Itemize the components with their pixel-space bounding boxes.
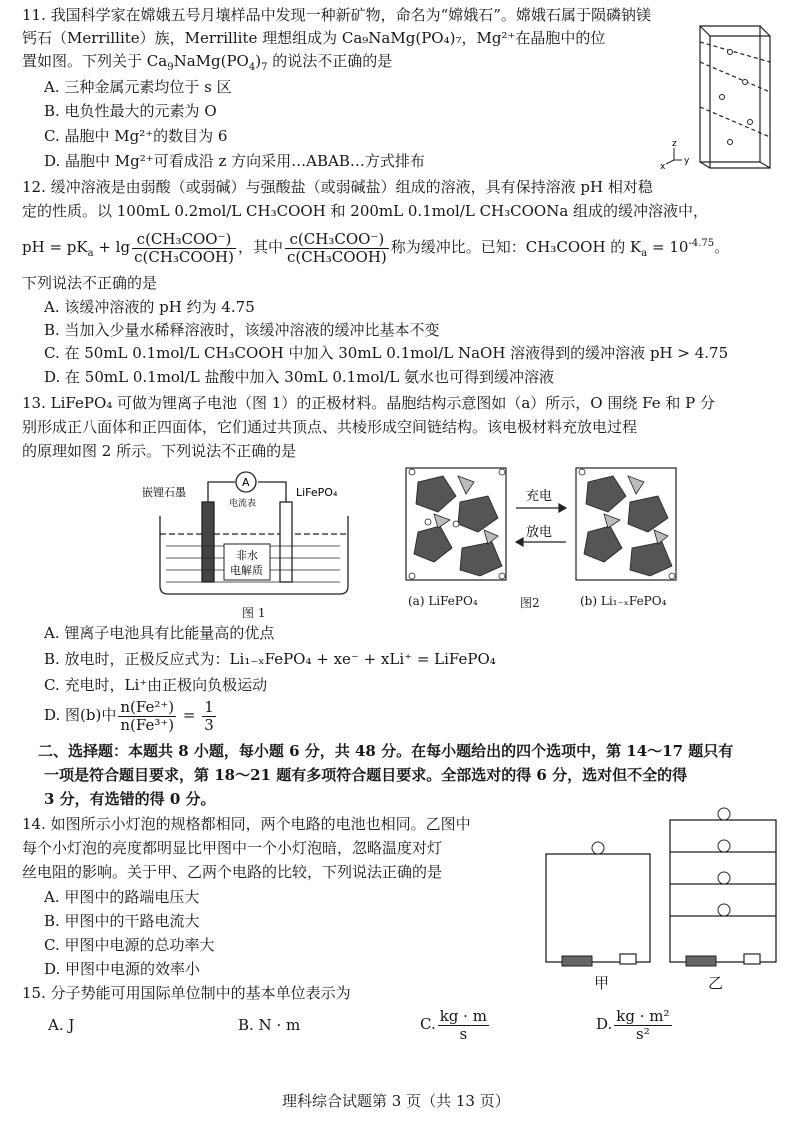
q11-option-d: D. 晶胞中 Mg²⁺可看成沿 z 方向采用…ABAB…方式排布 [44,152,425,170]
circuit-figure [540,806,780,976]
q14-stem-line3: 丝电阻的影响。关于甲、乙两个电路的比较，下列说法正确的是 [22,863,443,881]
q11-option-b: B. 电负性最大的元素为 O [44,102,217,120]
q14-stem-line2: 每个小灯泡的亮度都明显比甲图中一个小灯泡暗，忽略温度对灯 [22,839,443,857]
battery-figure [140,466,370,606]
q11-stem-line3: 置如图。下列关于 $Ca_9NaMg(PO_4)_7$ 的说法不正确的是 [22,52,393,73]
q13-option-d: D. 图(b)中 $\frac{\text{n(Fe²⁺)}}{\text{n(Fe³⁺)}}$ = $\frac{1}{3}$ [44,697,214,734]
q15-c-fraction: $\frac{kg \cdot m}{s}$ [439,1006,487,1043]
section2-line1: 二、选择题：本题共 8 小题，每小题 6 分，共 48 分。在每小题给出的四个选项中，第 14～17 题只有 [38,742,734,760]
q12-option-c: C. 在 50mL 0.1mol/L CH₃COOH 中加入 30mL 0.1mol/L NaOH 溶液得到的缓冲溶液 pH > 4.75 [44,344,729,362]
q15-stem: 15. 分子势能可用国际单位制中的基本单位表示为 [22,984,351,1002]
q15-option-b: B. N · m [238,1016,301,1034]
q12-option-b: B. 当加入少量水稀释溶液时，该缓冲溶液的缓冲比基本不变 [44,321,440,339]
crystal-cell-figure [660,22,775,172]
q11-stem-line2: 钙石（Merrillite）族，Merrillite 理想组成为 Ca₉NaMg(PO₄)₇，Mg²⁺在晶胞中的位 [22,29,606,47]
axis-y-label: y [684,156,690,166]
q13-option-b: B. 放电时，正极反应式为：Li₁₋ₓFePO₄ + xe⁻ + xLi⁺ = LiFePO₄ [44,650,496,668]
circuit-jia-label: 甲 [594,974,610,992]
q12-stem-line1: 12. 缓冲溶液是由弱酸（或弱碱）与强酸盐（或弱碱盐）组成的溶液，具有保持溶液 pH 相对稳 [22,178,653,196]
q14-option-d: D. 甲图中电源的效率小 [44,960,201,978]
electrolyte-label-1: 非水 [236,549,258,562]
q14-option-a: A. 甲图中的路端电压大 [44,888,200,906]
section2-line3: 3 分，有选错的得 0 分。 [44,790,216,808]
q15-option-a: A. J [48,1016,75,1034]
section2-line2: 一项是符合题目要求，第 18～21 题有多项符合题目要求。全部选对的得 6 分，选对但不全的得 [44,766,688,784]
cathode-label: LiFePO₄ [296,486,338,499]
q11-option-c: C. 晶胞中 Mg²⁺的数目为 6 [44,127,228,145]
anode-label: 嵌锂石墨 [142,486,186,499]
fe-ratio-fraction: $\frac{\text{n(Fe²⁺)}}{\text{n(Fe³⁺)}}$ [120,697,175,734]
buffer-ratio-fraction: $\frac{\text{c(CH₃COO⁻)}}{\text{c(CH₃COOH)}}$ [134,229,234,266]
q12-option-a: A. 该缓冲溶液的 pH 约为 4.75 [44,298,255,316]
q14-option-b: B. 甲图中的干路电流大 [44,912,200,930]
discharge-arrow-label: 放电 [526,525,553,540]
q14-option-c: C. 甲图中电源的总功率大 [44,936,215,954]
q15-option-d: D. $\frac{\text{kg · m²}}{\text{s²}}$ [596,1006,670,1043]
axis-x-label: x [660,162,666,172]
figure2-caption: 图2 [520,596,540,610]
q12-stem-line2: 定的性质。以 100mL 0.2mol/L CH₃COOH 和 200mL 0.1mol/L CH₃COONa 组成的缓冲溶液中， [22,202,709,220]
q13-option-a: A. 锂离子电池具有比能量高的优点 [44,624,275,642]
ammeter-label: 电流表 [229,499,257,509]
page-footer: 理科综合试题第 3 页（共 13 页） [282,1092,510,1110]
structure-a-label: (a) LiFePO₄ [408,594,478,608]
q15-option-c: C. $\frac{kg \cdot m}{s}$ [420,1006,487,1043]
structure-b-label: (b) Li₁₋ₓFePO₄ [580,594,667,608]
q11-stem-line1: 11. 我国科学家在嫦娥五号月壤样品中发现一种新矿物，命名为“嫦娥石”。嫦娥石属于陨磷钠镁 [22,6,651,24]
q13-stem-line1: 13. LiFePO₄ 可做为锂离子电池（图 1）的正极材料。晶胞结构示意图如（a）所示，O 围绕 Fe 和 P 分 [22,394,715,412]
buffer-ratio-fraction-2: $\frac{\text{c(CH₃COO⁻)}}{\text{c(CH₃COOH)}}$ [286,229,387,266]
q13-stem-line3: 的原理如图 2 所示。下列说法不正确的是 [22,442,297,460]
circuit-yi-label: 乙 [708,974,724,992]
q12-option-d: D. 在 50mL 0.1mol/L 盐酸中加入 30mL 0.1mol/L 氨水也可得到缓冲溶液 [44,368,555,386]
axis-z-label: z [672,139,677,149]
lifepo4-structure-figure [398,462,688,592]
q12-formula-line: pH = $pK_a + \lg$ $\frac{\text{c(CH₃COO⁻)}}{\text{c(CH₃COOH)}}$ ，其中 $\frac{\text{c(CH₃COO⁻)}}{\text{c(CH₃COOH)}}$ 称为缓冲比。已知：CH₃COOH 的 $K_a = 10^{-4.75}$。 [22,229,730,266]
q12-stem-line4: 下列说法不正确的是 [22,274,158,292]
ammeter-icon: A [242,476,250,489]
q13-option-c: C. 充电时，Li⁺由正极向负极运动 [44,676,268,694]
figure1-caption: 图 1 [242,606,266,620]
q11-option-a: A. 三种金属元素均位于 s 区 [44,78,232,96]
charge-arrow-label: 充电 [526,489,553,504]
q13-stem-line2: 别形成正八面体和正四面体，它们通过共顶点、共棱形成空间链结构。该电极材料充放电过程 [22,418,638,436]
electrolyte-label-2: 电解质 [230,564,263,577]
q15-d-fraction: $\frac{\text{kg · m²}}{\text{s²}}$ [616,1006,670,1043]
fe-ratio-value: $\frac{1}{3}$ [204,697,214,734]
q14-stem-line1: 14. 如图所示小灯泡的规格都相同，两个电路的电池也相同。乙图中 [22,815,471,833]
